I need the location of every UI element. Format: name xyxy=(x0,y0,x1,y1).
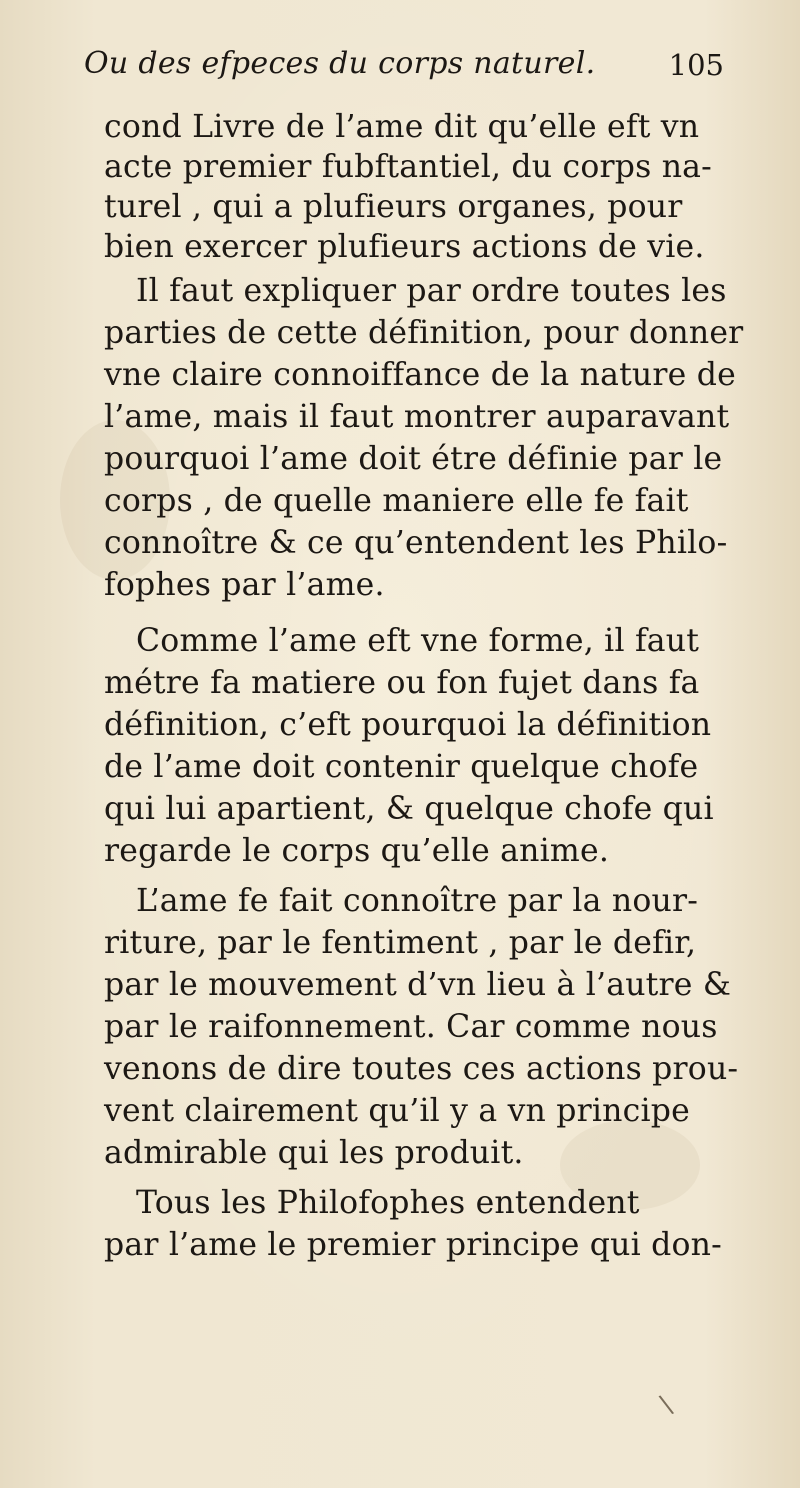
text-line: turel , qui a plufieurs organes, pour xyxy=(104,189,683,225)
text-line: bien exercer plufieurs actions de vie. xyxy=(104,229,705,265)
text-line: fophes par l’ame. xyxy=(104,567,385,603)
text-line: définition, c’eft pourquoi la définition xyxy=(104,707,712,743)
text-line: par l’ame le premier principe qui don- xyxy=(104,1227,722,1263)
text-line: vne claire connoiffance de la nature de xyxy=(104,357,736,393)
page-header xyxy=(84,40,724,92)
text-line: admirable qui les produit. xyxy=(104,1135,524,1171)
text-line: l’ame, mais il faut montrer auparavant xyxy=(104,399,730,435)
text-line: regarde le corps qu’elle anime. xyxy=(104,833,610,869)
text-line: Il faut expliquer par ordre toutes les xyxy=(136,273,727,309)
text-line: parties de cette définition, pour donner xyxy=(104,315,744,351)
text-line: connoître & ce qu’entendent les Philo- xyxy=(104,525,728,561)
text-line: L’ame fe fait connoître par la nour- xyxy=(136,883,699,919)
text-line: de l’ame doit contenir quelque chofe xyxy=(104,749,699,785)
text-line: vent clairement qu’il y a vn principe xyxy=(104,1093,690,1129)
text-line: par le mouvement d’vn lieu à l’autre & xyxy=(104,967,732,1003)
pencil-mark: \ xyxy=(657,1389,676,1421)
text-line: Comme l’ame eft vne forme, il faut xyxy=(136,623,700,659)
text-line: venons de dire toutes ces actions prou- xyxy=(104,1051,739,1087)
text-line: acte premier fubftantiel, du corps na- xyxy=(104,149,713,185)
text-line: par le raifonnement. Car comme nous xyxy=(104,1009,718,1045)
text-line: Tous les Philofophes entendent xyxy=(136,1185,640,1221)
text-line: métre fa matiere ou fon fujet dans fa xyxy=(104,665,700,701)
text-line: qui lui apartient, & quelque chofe qui xyxy=(104,791,714,827)
text-line: riture, par le fentiment , par le defir, xyxy=(104,925,697,961)
text-line: cond Livre de l’ame dit qu’elle eft vn xyxy=(104,109,700,145)
running-title: Ou des efpeces du corps naturel. xyxy=(84,46,596,81)
text-line: corps , de quelle maniere elle fe fait xyxy=(104,483,689,519)
text-line: pourquoi l’ame doit étre définie par le xyxy=(104,441,723,477)
page-number: 105 xyxy=(668,48,724,82)
